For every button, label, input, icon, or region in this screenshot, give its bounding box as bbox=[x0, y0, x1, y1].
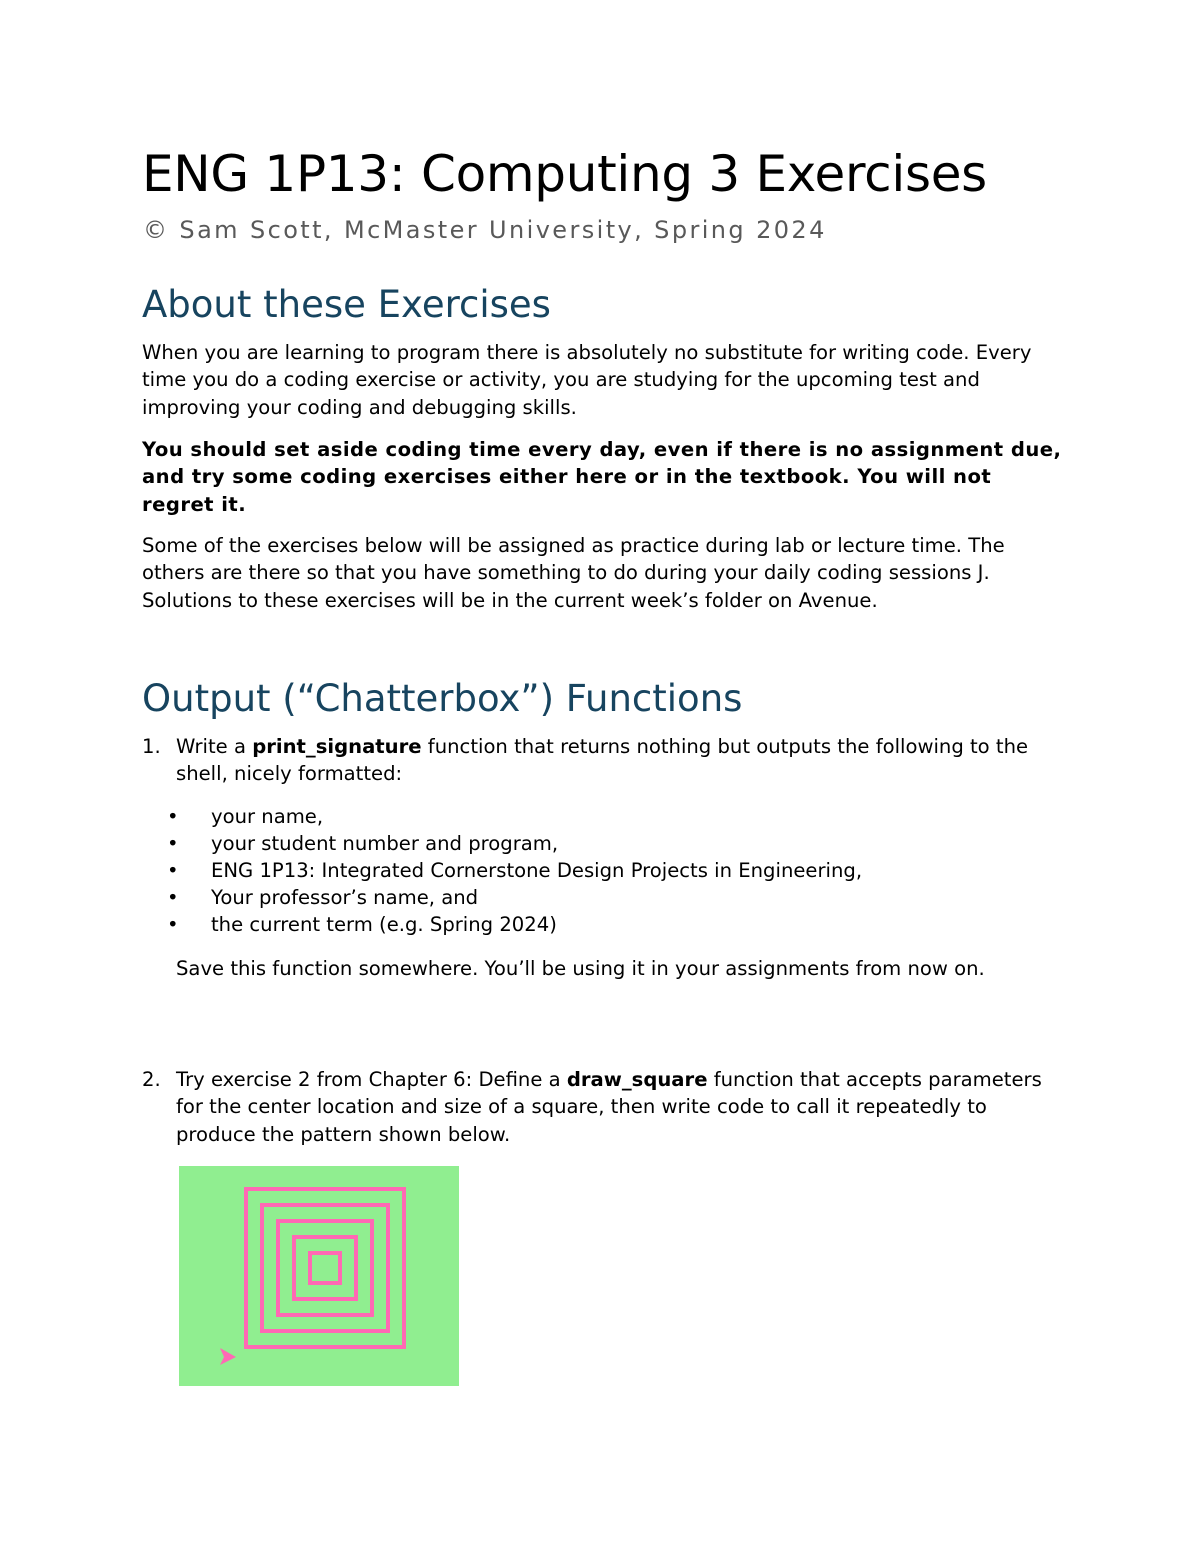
document-subtitle: © Sam Scott, McMaster University, Spring 2024 bbox=[143, 216, 827, 244]
list-item bbox=[164, 830, 862, 857]
exercise-1-number: 1. bbox=[142, 735, 161, 758]
exercise-2-number: 2. bbox=[142, 1068, 161, 1091]
exercise-1-text bbox=[176, 733, 1062, 788]
exercise-2 bbox=[142, 1066, 1062, 1148]
square-5 bbox=[246, 1189, 404, 1347]
section-heading-output: Output (“Chatterbox”) Functions bbox=[142, 677, 743, 720]
list-item bbox=[164, 803, 862, 830]
bullet-text: your student number and program, bbox=[211, 832, 559, 855]
exercise-1-note: Save this function somewhere. You’ll be using it in your assignments from now on. bbox=[176, 957, 985, 980]
about-paragraph-3: Some of the exercises below will be assigned as practice during lab or lecture time. The others are there so that you have something to do during your daily coding sessions J. Solutions to these exercises will be in the current week’s folder on Avenue. bbox=[142, 534, 1005, 612]
exercise-1-function-name: print_signature bbox=[252, 735, 422, 758]
bullet-text: the current term (e.g. Spring 2024) bbox=[211, 913, 557, 936]
square-pattern-svg bbox=[179, 1166, 459, 1386]
square-2 bbox=[294, 1237, 356, 1299]
bullet-icon: • bbox=[167, 805, 179, 828]
bullet-icon: • bbox=[167, 913, 179, 936]
exercise-1 bbox=[142, 733, 1062, 788]
bullet-icon: • bbox=[167, 886, 179, 909]
bullet-icon: • bbox=[167, 832, 179, 855]
bullet-text: ENG 1P13: Integrated Cornerstone Design Projects in Engineering, bbox=[211, 859, 863, 882]
list-item bbox=[164, 857, 862, 884]
exercise-2-text-before: Try exercise 2 from Chapter 6: Define a bbox=[176, 1068, 567, 1091]
list-item bbox=[164, 911, 862, 938]
bullet-icon: • bbox=[167, 859, 179, 882]
exercise-1-bullet-list bbox=[164, 803, 862, 938]
turtle-arrow-icon bbox=[220, 1348, 236, 1365]
section-heading-about: About these Exercises bbox=[142, 283, 551, 326]
exercise-2-function-name: draw_square bbox=[566, 1068, 708, 1091]
exercise-1-text-after: function that returns nothing but outputs the following to the shell, nicely formatted: bbox=[176, 735, 1029, 786]
list-item bbox=[164, 884, 862, 911]
bullet-text: Your professor’s name, and bbox=[211, 886, 479, 909]
turtle-square-pattern-figure bbox=[179, 1166, 459, 1386]
exercise-1-text-before: Write a bbox=[176, 735, 253, 758]
document-title: ENG 1P13: Computing 3 Exercises bbox=[142, 145, 987, 203]
square-4 bbox=[262, 1205, 388, 1331]
about-paragraph-2: You should set aside coding time every day, even if there is no assignment due, and try some coding exercises either here or in the textbook. You will not regret it. bbox=[142, 438, 1062, 516]
exercise-2-text-after: function that accepts parameters for the center location and size of a square, then write code to call it repeatedly to produce the pattern shown below. bbox=[176, 1068, 1042, 1146]
exercise-2-text bbox=[176, 1066, 1062, 1148]
bullet-text: your name, bbox=[211, 805, 324, 828]
square-1 bbox=[310, 1253, 340, 1283]
about-paragraph-1: When you are learning to program there is absolutely no substitute for writing code. Every time you do a coding exercise or activity, you are studying for the upcoming test and improving your coding and debugging skills. bbox=[142, 341, 1032, 419]
